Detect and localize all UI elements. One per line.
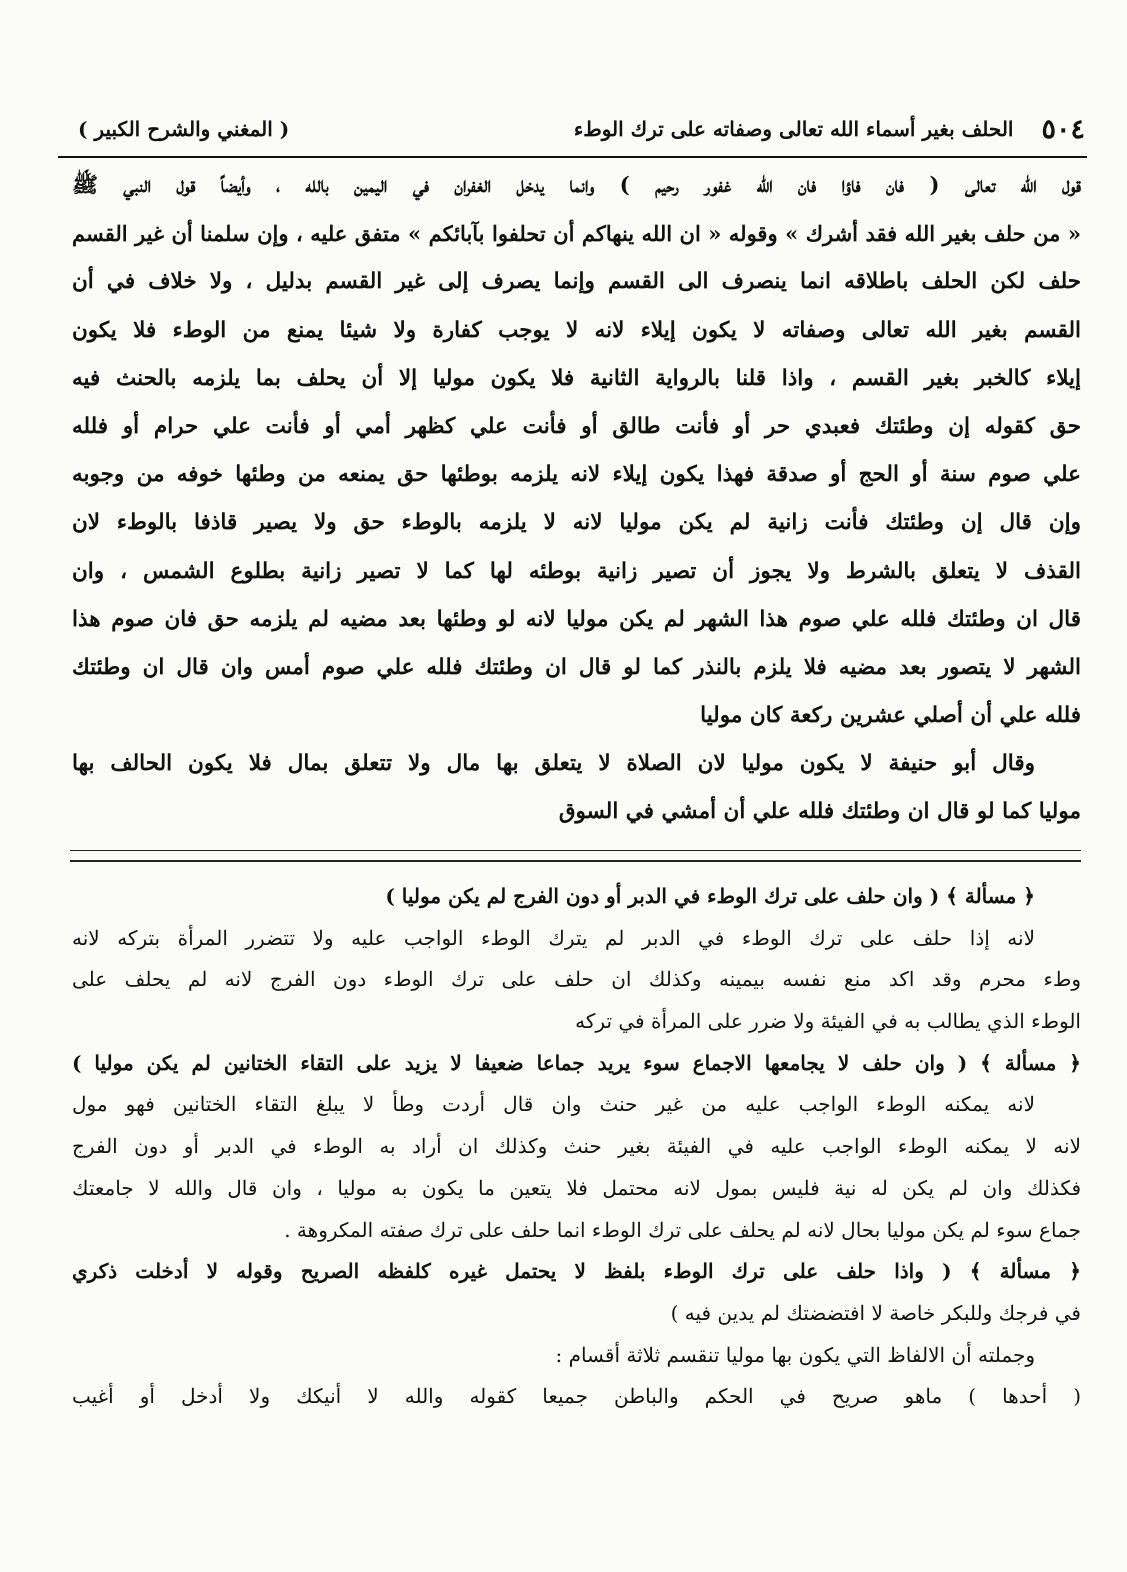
main-text [72, 876, 1081, 1418]
main-line: وجملته أن الالفاظ التي يكون بها موليا تنقسم ثلاثة أقسام : [555, 1342, 1035, 1367]
main-line: الوطء الذي يطالب به في الفيئة ولا ضرر على المرأة في تركه [575, 1009, 1081, 1034]
commentary-line: علي صوم سنة أو الحج أو صدقة فهذا يكون إيلاء لانه يلزمه بوطئها حق يمنعه من وطئها خوفه من وجوبه [72, 462, 1081, 488]
commentary-line: قول الله تعالى ( فان فاؤا فان الله غفور رحيم ) وانما يدخل الغفران في اليمين بالله ، وأيضاً قول النبي ﷺ [72, 173, 1081, 198]
main-line: في فرجك وللبكر خاصة لا افتضضتك لم يدين فيه ) [670, 1300, 1081, 1325]
running-title: الحلف بغير أسماء الله تعالى وصفاته على ترك الوطء [573, 117, 1014, 141]
commentary-text [72, 162, 1081, 837]
commentary-line: موليا كما لو قال ان وطئتك فلله علي أن أمشي في السوق [558, 799, 1081, 825]
main-line: لانه يمكنه الوطء الواجب عليه من غير حنث وان قال أردت وطأ لا يبلغ التقاء الختانين فهو مول [72, 1092, 1035, 1117]
commentary-line: حلف لكن الحلف باطلاقه انما ينصرف الى القسم وإنما يصرف إلى غير القسم بدليل ، ولا خلاف في أن [72, 269, 1081, 295]
header-rule [58, 156, 1087, 158]
commentary-line: وإن قال إن وطئتك فأنت زانية لم يكن موليا لانه لا يلزمه بالوطء حق ولا يصير قاذفا بالوطء لان [72, 510, 1081, 536]
book-title: ( المغني والشرح الكبير ) [78, 117, 290, 141]
commentary-line: فلله علي أن أصلي عشرين ركعة كان موليا [700, 703, 1081, 729]
page-number: ٥٠٤ [1041, 113, 1085, 145]
main-line: فكذلك وان لم يكن له نية فليس بمول لانه محتمل فلا يتعين ما يكون به موليا ، وان قال والله لا جامعتك [72, 1175, 1081, 1200]
commentary-line: « من حلف بغير الله فقد أشرك » وقوله « ان الله ينهاكم أن تحلفوا بآبائكم » متفق عليه ، وإن سلمنا أن غير القسم [72, 221, 1081, 247]
main-line: ( أحدها ) ماهو صريح في الحكم والباطن جميعا كقوله والله لا أنيكك ولا أدخل أو أغيب [72, 1384, 1081, 1409]
commentary-line: وقال أبو حنيفة لا يكون موليا لان الصلاة لا يتعلق بها مال ولا تتعلق بمال فلا يكون الحالف بها [72, 751, 1035, 777]
main-line: لانه إذا حلف على ترك الوطء في الدبر لم يترك الوطء الواجب عليه ولا تتضرر المرأة بتركه لانه [72, 925, 1035, 950]
page-header [78, 104, 1085, 154]
masala-heading: ﴿ مسألة ﴾ ( وان حلف على ترك الوطء في الدبر أو دون الفرج لم يكن موليا ) [385, 884, 1035, 908]
commentary-line: إيلاء كالخبر بغير القسم ، واذا قلنا بالرواية الثانية فلا يكون موليا إلا أن يحلف بما يلزمه بالحنث فيه [72, 365, 1081, 391]
commentary-line: الشهر لا يتصور بعد مضيه فلا يلزم بالنذر كما لو قال ان وطئتك فلله علي صوم أمس وان قال ان وطئتك [72, 654, 1081, 680]
commentary-line: القذف لا يتعلق بالشرط ولا يجوز أن تصير زانية بوطئه لها كما لا تصير زانية بطلوع الشمس ، وان [72, 558, 1081, 584]
commentary-line: قال ان وطئتك فلله علي صوم هذا الشهر لم يكن موليا لانه لو وطئها بعد مضيه لم يلزمه حق فان صوم هذا [72, 606, 1081, 632]
masala-heading: ﴿ مسألة ﴾ ( واذا حلف على ترك الوطء بلفظ لا يحتمل غيره كلفظه الصريح وقوله لا أدخلت ذكري [72, 1259, 1081, 1284]
masala-heading: ﴿ مسألة ﴾ ( وان حلف لا يجامعها الاجماع سوء يريد جماعا ضعيفا لا يزيد على التقاء الختانين لم يكن موليا ) [72, 1050, 1081, 1075]
main-line: وطء محرم وقد اكد منع نفسه بيمينه وكذلك ان حلف على ترك الوطء دون الفرج لانه لم يحلف على [72, 967, 1081, 992]
commentary-line: القسم بغير الله تعالى وصفاته لا يكون إيلاء لانه لا يوجب كفارة ولا شيئا يمنع من الوطء فلا يكون [72, 317, 1081, 343]
commentary-line: حق كقوله إن وطئتك فعبدي حر أو فأنت طالق أو فأنت علي كظهر أمي أو فأنت علي حرام أو فلله [72, 413, 1081, 439]
section-divider [70, 850, 1081, 862]
main-line: جماع سوء لم يكن موليا بحال لانه لم يحلف على ترك الوطء انما حلف على ترك صفته المكروهة . [284, 1217, 1081, 1242]
main-line: لانه لا يمكنه الوطء الواجب عليه في الفيئة بغير حنث وكذلك ان أراد به الوطء في الدبر أو دون الفرج [72, 1134, 1081, 1159]
